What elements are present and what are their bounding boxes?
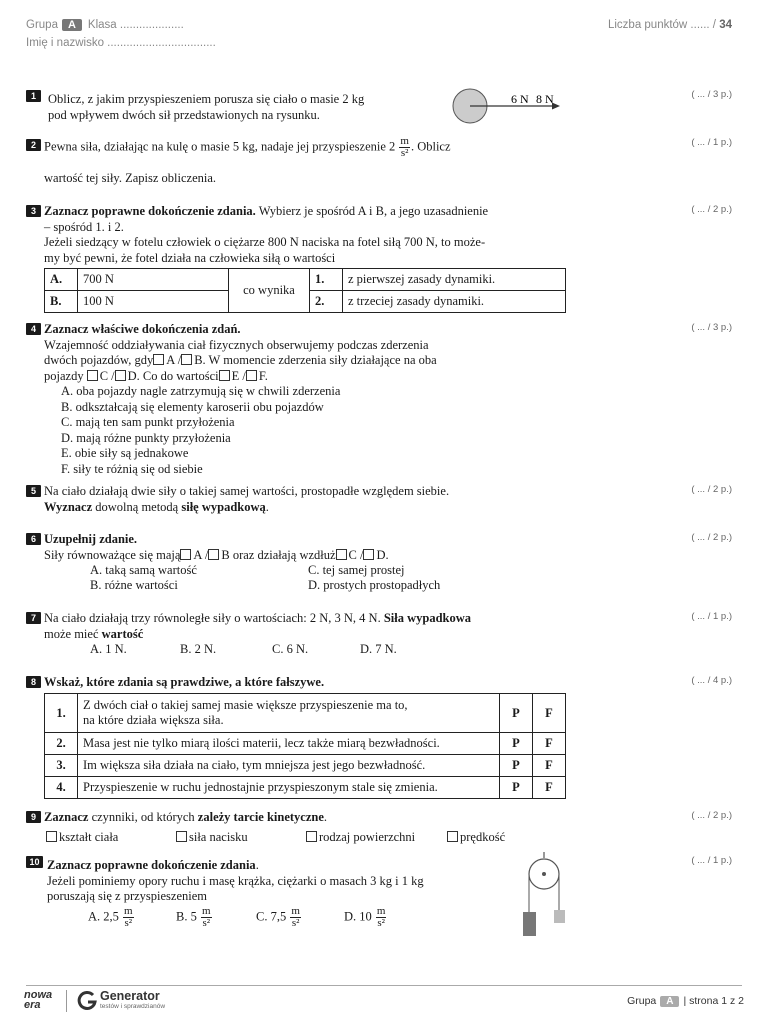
generator-logo [100,990,165,1011]
unit-den: s² [124,917,133,929]
text-line: . [265,499,269,514]
option[interactable]: D. 7 N. [360,642,397,656]
force-label-6n: 6 N [511,92,529,106]
true-label: P [512,780,520,794]
true-option[interactable] [500,733,533,755]
name-label: Imię i nazwisko .................................. [26,37,216,49]
text-line: dwóch pojazdów, gdy [44,353,154,367]
option-1-value[interactable]: z pierwszej zasady dynamiki. [343,269,566,291]
question-number: 8 [26,676,41,688]
option-2-value[interactable]: z trzeciej zasady dynamiki. [343,291,566,313]
question-text [44,810,327,826]
question-text [47,858,424,905]
table-row [45,694,566,733]
checkbox[interactable] [447,831,458,842]
text-line: . Oblicz [410,139,451,154]
option-2-label[interactable] [310,291,343,313]
points-box: ( ... / 4 p.) [691,675,732,686]
points-box: ( ... / 1 p.) [691,611,732,622]
text-line: Wzajemność oddziaływania ciał fizycznych obserwujemy podczas zderzenia [44,337,429,352]
instruction: Wyznacz [44,499,93,514]
text-line: F. [258,368,268,383]
text-line: Na ciało działają dwie siły o takiej samej wartości, prostopadłe względem siebie. [44,484,450,498]
points-box: ( ... / 1 p.) [691,137,732,148]
true-option[interactable] [500,755,533,777]
option[interactable] [176,906,213,929]
question-text [44,322,437,477]
unit-num: m [291,905,300,917]
question-text [44,204,488,266]
false-label: F [545,780,553,794]
true-label: P [512,736,520,750]
question-number: 3 [26,205,41,217]
statement-text: Masa jest nie tylko miarą ilości materii, lecz także miarą bezwładności. [78,733,500,755]
text-line: poruszają się z przyspieszeniem [47,889,208,903]
points-box: ( ... / 3 p.) [691,322,732,333]
question-text [44,484,449,515]
option-label: siła nacisku [189,830,248,844]
checkbox-option[interactable] [176,830,248,846]
checkbox[interactable] [306,831,317,842]
heavy-weight [523,912,536,936]
checkbox[interactable] [87,370,98,381]
points-box: ( ... / 1 p.) [691,855,732,866]
option-label: D. 10 [344,909,372,924]
text-line: B. W momencie zderzenia siły działające na oba [194,353,437,367]
option[interactable]: D. mają różne punkty przyłożenia [61,430,231,445]
text-line: A / [166,353,182,367]
question-number: 6 [26,533,41,545]
checkbox[interactable] [46,831,57,842]
force-diagram [448,84,568,128]
question-text [44,611,471,642]
unit-fraction [201,906,212,929]
text-line: pojazdy [44,368,84,383]
checkbox[interactable] [219,370,230,381]
text-line: czynniki, od których [88,810,198,824]
option-label: rodzaj powierzchni [319,830,416,844]
option-label: 1. [315,272,325,286]
text-line: C / [99,368,115,383]
statement-text: na które działa większa siła. [83,713,224,727]
option[interactable] [344,906,387,929]
instruction: Zaznacz poprawne dokończenie zdania [47,858,256,872]
points-box: ( ... / 2 p.) [691,204,732,215]
unit-num: m [400,135,409,147]
false-option[interactable] [533,755,566,777]
pulley-diagram [514,852,574,938]
option-b-value[interactable]: 100 N [78,291,229,313]
option[interactable] [256,906,302,929]
group-badge: A [62,19,82,31]
footer-separator [66,990,67,1012]
true-label: P [512,758,520,772]
instruction: Uzupełnij zdanie. [44,532,138,546]
option[interactable]: C. mają ten sam punkt przyłożenia [61,415,235,429]
table-middle: co wynika [229,269,310,313]
option-label: A. [50,272,63,286]
instruction: Zaznacz poprawne dokończenie zdania. [44,204,256,218]
question-text [44,675,324,691]
question-number: 7 [26,612,41,624]
row-number: 2. [56,736,66,750]
option[interactable]: B. różne wartości [90,578,178,592]
false-option[interactable] [533,694,566,733]
instruction: siłę wypadkową [181,499,266,514]
option-label: C. 7,5 [256,909,287,924]
option-a-label[interactable] [45,269,78,291]
points-box: ( ... / 2 p.) [691,532,732,543]
checkbox[interactable] [153,354,164,365]
option-1-label[interactable] [310,269,343,291]
unit-den: s² [377,917,385,929]
checkbox-option[interactable] [447,830,505,846]
question-number: 4 [26,323,41,335]
question-number: 10 [26,856,43,868]
option[interactable]: E. obie siły są jednakowe [61,446,189,460]
true-label: P [512,705,520,720]
statement-text: Z dwóch ciał o takiej samej masie większe przyspieszenie ma to, [83,698,408,712]
option[interactable]: B. odkształcają się elementy karoserii obu pojazdów [61,399,324,414]
points-box: ( ... / 2 p.) [691,484,732,495]
question-number: 2 [26,139,41,151]
text-line: . [323,810,328,824]
unit-den: s² [202,917,211,929]
unit-den: s² [291,917,300,929]
text-line: Pewna siła, działając na kulę o masie 5 kg, nadaje jej przyspieszenie 2 [44,139,396,154]
page-number: | strona 1 z 2 [683,995,744,1007]
text-line: D. [376,547,389,562]
points-box: ( ... / 3 p.) [691,89,732,100]
unit-fraction [399,136,410,159]
option-label: 2. [315,294,325,308]
false-label: F [545,758,553,772]
instruction: Siła wypadkowa [383,611,472,625]
table-row [45,755,566,777]
unit-den: s² [400,147,409,159]
generator-title: Generator [100,989,160,1003]
question-text [48,92,364,123]
text-line: E / [231,368,246,383]
instruction: Wskaż, które zdania są prawdziwe, a które fałszywe. [44,675,325,689]
true-option[interactable] [500,694,533,733]
text-line: A / [193,547,209,562]
option[interactable]: A. 1 N. [90,642,127,656]
option-b-label[interactable] [45,291,78,313]
checkbox[interactable] [181,354,192,365]
header-group [26,19,184,31]
question-number: 5 [26,485,41,497]
false-label: F [545,705,553,720]
table-row [45,777,566,799]
instruction: Zaznacz właściwe dokończenia zdań. [44,322,241,336]
footer-group-badge: A [660,996,679,1007]
option[interactable]: A. taką samą wartość [90,563,197,577]
question-text: wartość tej siły. Zapisz obliczenia. [44,171,217,185]
footer-group-label: Grupa [627,995,657,1007]
checkbox-option[interactable] [46,830,118,846]
checkbox[interactable] [363,549,374,560]
checkbox[interactable] [208,549,219,560]
option-label: B. 5 [176,909,197,924]
instruction: Zaznacz [44,810,89,824]
option[interactable] [88,906,135,929]
statement-text: Przyspieszenie w ruchu jednostajnie przyspieszonym stale się zmienia. [78,777,500,799]
true-option[interactable] [500,777,533,799]
option-label: A. 2,5 [88,909,119,924]
unit-num: m [201,905,211,917]
text-line: C / [348,547,364,562]
false-option[interactable] [533,777,566,799]
points-total: 34 [719,19,732,31]
logo-text: era [24,999,41,1011]
checkbox[interactable] [176,831,187,842]
checkbox-option[interactable] [306,830,415,846]
option[interactable]: D. prostych prostopadłych [308,578,441,592]
unit-num: m [376,905,386,917]
option[interactable]: C. tej samej prostej [308,563,405,577]
row-number: 3. [56,758,66,772]
option-label: kształt ciała [59,830,119,844]
checkbox[interactable] [115,370,126,381]
force-label-8n: 8 N [536,92,554,106]
false-label: F [545,736,553,750]
checkbox[interactable] [336,549,347,560]
unit-fraction [290,906,301,929]
question-text [44,136,451,159]
true-false-table [44,693,566,799]
row-number: 4. [56,780,66,794]
text-line: . [255,858,259,872]
text-line: D. Co do wartości [127,368,219,383]
light-weight [554,910,565,923]
option-a-value[interactable]: 700 N [78,269,229,291]
points-summary [608,19,732,31]
text-line: Oblicz, z jakim przyspieszeniem porusza się ciało o masie 2 kg [48,92,365,106]
text-line: B oraz działają wzdłuż [221,547,336,562]
points-box: ( ... / 2 p.) [691,810,732,821]
text-line: może mieć [44,626,102,641]
nowa-era-logo [24,990,52,1010]
question-number: 1 [26,90,41,102]
option[interactable]: F. siły te różnią się od siebie [61,461,203,476]
option-label: B. [50,294,62,308]
text-line: my być pewni, że fotel działa na człowieka siłą o wartości [44,250,336,265]
option[interactable]: C. 6 N. [272,642,309,656]
checkbox[interactable] [246,370,257,381]
row-number: 1. [56,705,66,720]
option[interactable]: B. 2 N. [180,642,217,656]
false-option[interactable] [533,733,566,755]
unit-fraction [376,906,387,929]
text-line: Jeżeli pominiemy opory ruchu i masę krążka, ciężarki o masach 3 kg i 1 kg [47,873,424,888]
text-line: – spośród 1. i 2. [44,219,124,234]
instruction: zależy tarcie kinetyczne [197,810,324,824]
unit-fraction [123,906,134,929]
generator-subtitle: testów i sprawdzianów [100,1003,166,1010]
question-text [44,532,389,563]
logo-text: nowa [24,989,53,1001]
text-line: Wybierz je spośród A i B, a jego uzasadnienie [255,204,489,218]
generator-logo-icon [76,990,98,1012]
class-label: Klasa .................... [87,19,184,31]
unit-num: m [124,905,133,917]
group-label: Grupa [26,19,58,31]
footer-divider [26,985,742,986]
question-number: 9 [26,811,41,823]
statement-text: Im większa siła działa na ciało, tym mniejsza jest jego bezwładność. [78,755,500,777]
option[interactable]: A. oba pojazdy nagle zatrzymują się w chwili zderzenia [61,384,341,398]
text-line: Jeżeli siedzący w fotelu człowiek o ciężarze 800 N naciska na fotel siłą 700 N, to może- [44,235,486,249]
checkbox[interactable] [180,549,191,560]
text-line: dowolną metodą [92,499,182,514]
answer-table [44,268,566,313]
text-line: Na ciało działają trzy równoległe siły o wartościach: 2 N, 3 N, 4 N. [44,611,384,625]
option-label: prędkość [460,830,506,844]
text-line: pod wpływem dwóch sił przedstawionych na rysunku. [48,107,320,122]
table-row [45,733,566,755]
instruction: wartość [101,626,144,641]
points-label: Liczba punktów ...... / [607,19,716,31]
page-info [627,995,744,1007]
text-line: Siły równoważące się mają [44,547,181,562]
